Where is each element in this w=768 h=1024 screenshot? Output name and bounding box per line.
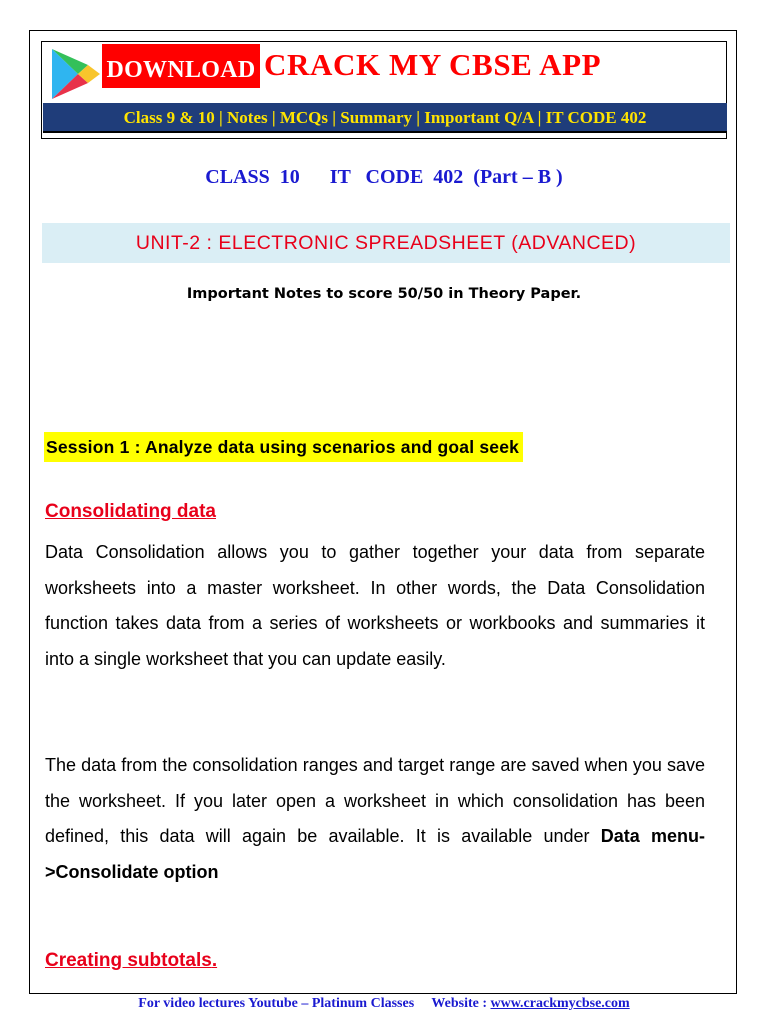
app-title: CRACK MY CBSE APP (264, 47, 602, 82)
google-play-icon[interactable] (48, 47, 102, 101)
menu-path: Data menu->Consolidate option (45, 826, 706, 882)
subtotals-period: . (211, 950, 218, 971)
app-banner[interactable] (41, 41, 727, 139)
notes-subtitle: Important Notes to score 50/50 in Theory Paper. (186, 286, 582, 302)
paragraph-consolidation: Data Consolidation allows you to gather together your data from separate worksheets into a master worksheet. In other words, the Data Consolidation function takes data from a series of worksheets or workbooks and summaries it into a single worksheet that you can update easily. (45, 542, 705, 669)
topics-banner: Class 9 & 10 | Notes | MCQs | Summary | Important Q/A | IT CODE 402 (43, 103, 727, 133)
session-heading: Session 1 : Analyze data using scenarios and goal seek (44, 432, 523, 462)
download-button[interactable]: DOWNLOAD (102, 44, 260, 88)
paragraph-text: The data from the consolidation ranges and target range are saved when you save the worksheet. If you later open a worksheet in which consolidation has been defined, this data will again be available. It is available under (45, 755, 705, 846)
section-title-subtotals (45, 950, 217, 972)
page-footer (0, 996, 768, 1012)
footer-text: For video lectures Youtube – Platinum Classes Website : (138, 996, 491, 1011)
paragraph-consolidation-ranges (45, 748, 705, 890)
class-heading: CLASS 10 IT CODE 402 (Part – B ) (205, 166, 563, 188)
section-title-consolidating: Consolidating data (45, 501, 216, 522)
website-link[interactable]: www.crackmycbse.com (490, 996, 630, 1011)
unit-title: UNIT-2 : ELECTRONIC SPREADSHEET (ADVANCED) (42, 223, 730, 263)
subtotals-label: Creating subtotals (45, 950, 212, 971)
